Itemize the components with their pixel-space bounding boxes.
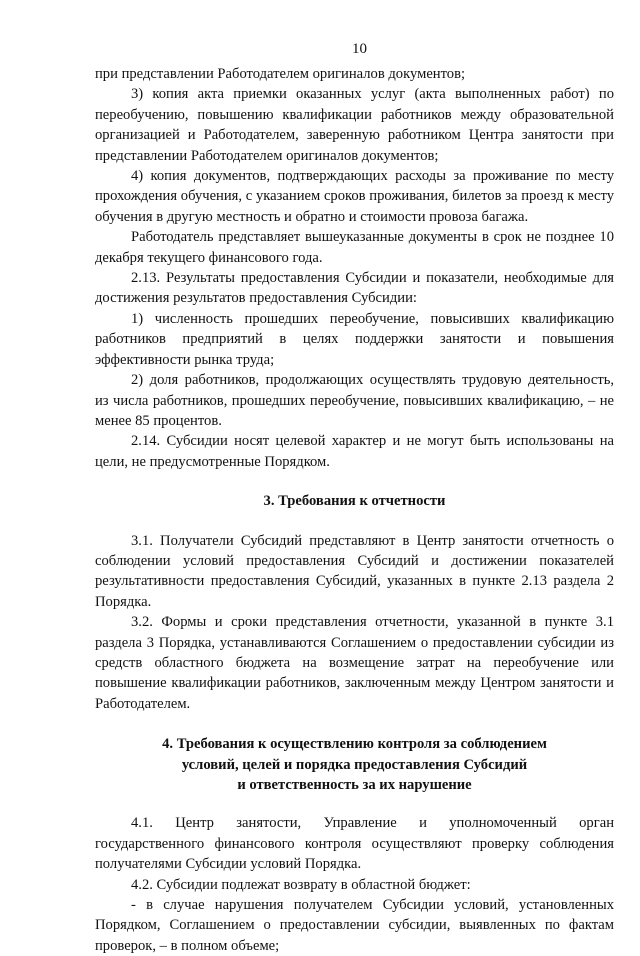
paragraph-2-14: 2.14. Субсидии носят целевой характер и не могут быть использованы на цели, не предусмотренные Порядком. [95, 433, 614, 470]
paragraph-item-4: 4) копия документов, подтверждающих расходы за проживание по месту прохождения обучения, с указанием сроков проживания, билетов за проезд к месту обучения в другую местность и обратно и стоимости провоза багажа. [95, 168, 614, 225]
section-4-heading-line-3: и ответственность за их нарушение [237, 777, 472, 793]
section-4-heading-line-1: 4. Требования к осуществлению контроля за соблюдением [162, 736, 547, 753]
paragraph-item-3: 3) копия акта приемки оказанных услуг (акта выполненных работ) по переобучению, повышению квалификации работников между образовательной организацией и Работодателем, заверенную работником Центра занятости при представлении Работодателем оригиналов документов; [95, 86, 614, 164]
paragraph-2-13-item-2: 2) доля работников, продолжающих осуществлять трудовую деятельность, из числа работников, прошедших переобучение, повысивших квалификацию, – не менее 85 процентов. [95, 372, 614, 429]
paragraph-4-1: 4.1. Центр занятости, Управление и уполномоченный орган государственного финансового контроля осуществляют проверку соблюдения получателями Субсидии условий Порядка. [95, 815, 614, 873]
paragraph-4-2: 4.2. Субсидии подлежат возврату в областной бюджет: [131, 876, 471, 893]
section-3-heading: 3. Требования к отчетности [263, 493, 446, 510]
paragraph-deadline: Работодатель представляет вышеуказанные документы в срок не позднее 10 декабря текущего финансового года. [95, 229, 614, 266]
paragraph-3-2: 3.2. Формы и сроки представления отчетности, указанной в пункте 3.1 раздела 3 Порядка, устанавливаются Соглашением о предоставлении субсидии из средств областного бюджета на возмещение затрат на переобучение или повышение квалификации работников, заключенным между Центром занятости и Работодателем. [95, 614, 614, 712]
paragraph-4-2-item: - в случае нарушения получателем Субсидии условий, установленных Порядком, Соглашением о предоставлении субсидии, выявленных по фактам проверок, – в полном объеме; [95, 897, 614, 954]
paragraph-continuation: при представлении Работодателем оригиналов документов; [95, 66, 466, 82]
paragraph-2-13-item-1: 1) численность прошедших переобучение, повысивших квалификацию работников предприятий в целях поддержки занятости и повышения эффективности рынка труда; [95, 310, 614, 368]
paragraph-2-13: 2.13. Результаты предоставления Субсидии и показатели, необходимые для достижения результатов предоставления Субсидии: [95, 270, 614, 307]
paragraph-3-1: 3.1. Получатели Субсидий представляют в Центр занятости отчетность о соблюдении условий предоставления Субсидий и достижении показателей результативности предоставления Субсидий, указанных в пункте 2.13 раздела 2 Порядка. [95, 532, 614, 610]
page-number: 10 [352, 41, 367, 57]
section-4-heading-line-2: условий, целей и порядка предоставления Субсидий [181, 756, 528, 773]
section-4-heading [95, 734, 614, 795]
